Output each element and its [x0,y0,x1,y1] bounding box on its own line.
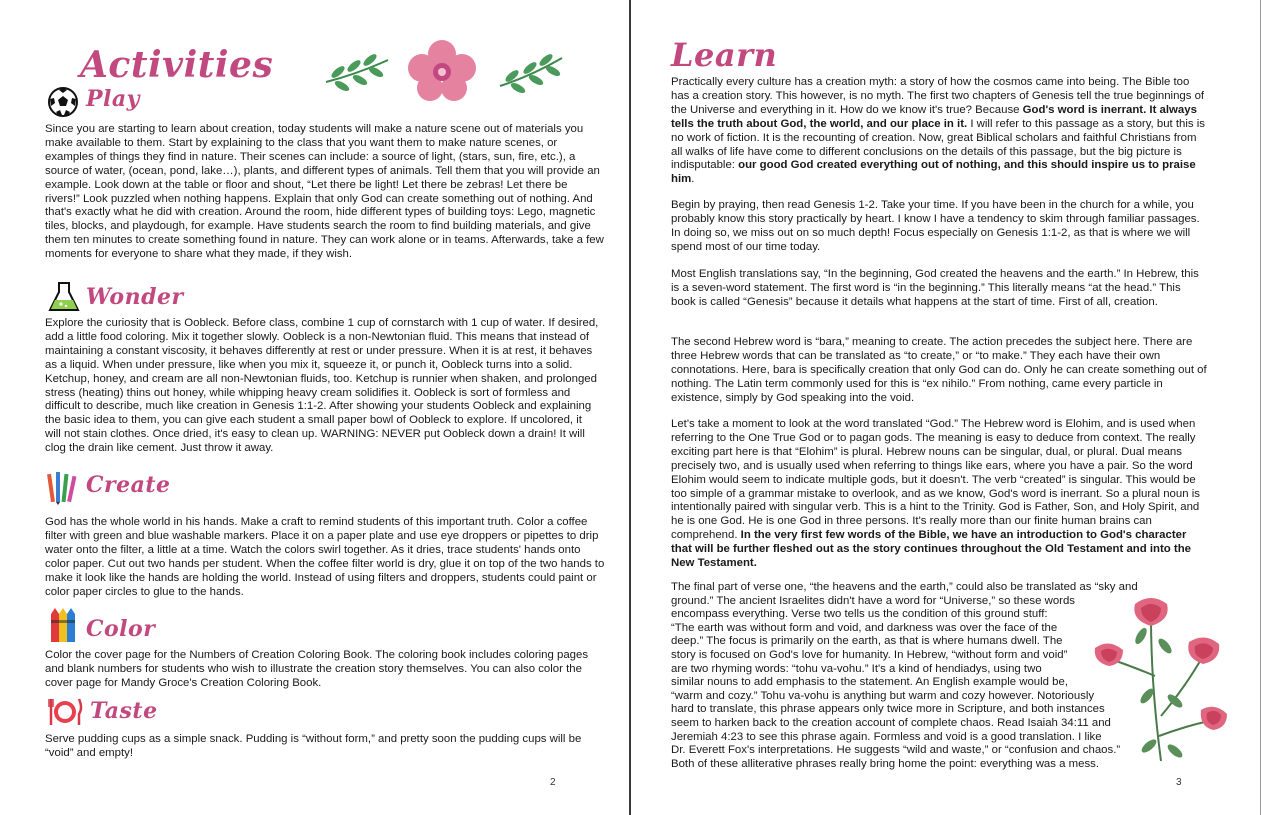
leaf-branch-right-icon [496,52,566,94]
text-line: “warm and cozy.” Tohu va-vohu is anything but warm and cozy however. Notoriously [671,689,1095,702]
paragraph-text: The second Hebrew word is “bara,” meaning to create. The action precedes the subject here. There are three Hebrew words that can be translated as “to create,” or “to make.” They each have their own connotations. Here, bara is specifically creation that only God can do. Only he can create something out of nothing. The Latin term commonly used for this is “ex nihilo.” From nothing, came every particle in existence, simply by God speaking into the void. [671,336,1207,404]
paragraph-text: I will refer to this passage as a story, but this is no work of fiction. It is the recounting of creation. Now, great Biblical scholars and faithful Christians from all walks of life have come to different conclusions on the details of this passage, but the big picture is indisputable: [671,117,1205,172]
text-line: encompass everything. Verse two tells us the condition of this ground stuff: [671,608,1048,621]
learn-paragraph [671,199,1207,255]
learn-paragraph [671,336,1207,406]
text-line: seem to harken back to the creation account of complete chaos. Read Isaiah 34:11 and [671,717,1111,729]
text-line: deep.” The focus is primarily on the earth, as that is where humans dwell. The [671,635,1063,648]
paragraph-text: Practically every culture has a creation myth: a story of how the cosmos came into being. The Bible too has a creation story. This however, is no myth. The first two chapters of Genesis tell the true beginnings of the Universe and everything in it. How do we know it's true? Because [671,76,1205,116]
section-heading-create: Create [86,472,171,498]
learn-paragraph [671,76,1207,187]
learn-paragraph [671,268,1207,310]
text-line: ground.” The ancient Israelites didn't have a word for “Universe,” so these words [671,594,1076,607]
right-page [631,0,1261,815]
text-line: are two rhyming words: “tohu va-vohu.” It's a kind of hendiadys, using two [671,662,1042,675]
section-text-wonder: Explore the curiosity that is Oobleck. Before class, combine 1 cup of cornstarch with 1 cup of water. If desired, add a little food coloring. Mix it together slowly. Oobleck is a non-Newtonian fluid. This means that instead of maintaining a constant viscosity, it behaves differently at rest or under pressure. When it is at rest, it behaves as a liquid. When under pressure, like when you mix it, squeeze it, or punch it, Oobleck turns into a solid. Ketchup, honey, and cream are all non-Newtonian fluids, too. Ketchup is runnier when shaken, and prolonged stress (heating) thins out honey, while whipping heavy cream solidifies it. Oobleck is sort of formless and difficult to describe, much like creation in Genesis 1:1-2. After showing your students Oobleck and explaining the basic idea to them, you can give each student a small paper bowl of Oobleck to explore. If uncolored, it will not stain clothes. Once dried, it's easy to clean up. WARNING: NEVER put Oobleck down a drain! It will clog the drain like cement. Just throw it away. [45,317,599,455]
section-text-play: Since you are starting to learn about creation, today students will make a nature scene out of materials you make available to them. Start by explaining to the class that you want them to make nature scenes, or examples of things they find in nature. Their scenes can include: a source of light, (stars, sun, fire, etc.), a source of water, (ocean, pond, lake…), plants, and different types of animals. Tell them that you will provide an example. Look down at the table or floor and shout, “Let there be light! Let there be zebras! Let there be rivers!” Look puzzled when nothing happens. Explain that only God can create something out of nothing. And that's exactly what he did with creation. Around the room, hide different types of building toys: Lego, magnetic tiles, blocks, and playdough, for example. Have students search the room to find building materials, and give them ten minutes to create something found in nature. They can work alone or in teams. Afterwards, take a few moments for everyone to share what they made, if they wish. [45,123,604,261]
learn-paragraph [671,418,1207,571]
emphasis-text: God's word is inerrant. It always tells the truth about God, the world, and our place in it. [671,103,1197,130]
learn-title: Learn [671,36,778,74]
leaf-branch-left-icon [322,52,392,94]
text-line: story is focused on God's love for humanity. In Hebrew, “without form and void” [671,649,1068,661]
text-line: The final part of verse one, “the heavens and the earth,” could also be translated as “sky and [671,581,1138,593]
text-line: hard to translate, this phrase appears only twice more in Scripture, and both instances [671,703,1105,716]
paragraph-text: . [691,173,695,186]
art-supplies-icon [45,470,79,506]
section-text-create: God has the whole world in his hands. Make a craft to remind students of this important truth. Color a coffee filter with green and blue washable markers. Place it on a paper plate and use eye droppers or pipettes to drip water onto the filter, a little at a time. Watch the colors swirl together. As it dries, trace students' hands onto color paper. Cut out two hands per student. When the coffee filter world is dry, glue it on top of the two hands to make it look like the hands are holding the world. Instead of using filters and droppers, students could paint or color paper circles to glue to the hands. [45,516,605,598]
emphasis-text: In the very first few words of the Bible, we have an introduction to God's character that will be further fleshed out as the story continues throughout the Old Testament and into the New Testament. [671,529,1191,570]
paragraph-text: Begin by praying, then read Genesis 1-2. Take your time. If you have been in the church for a while, you probably know this story practically by heart. I know I have a tendency to skim through familiar passages. In doing so, we miss out on so much depth! Focus especially on Genesis 1:1-2, as that is where we will spend most of our time today. [671,199,1200,253]
soccer-ball-icon [47,86,79,118]
page-number: 2 [550,777,556,788]
section-heading-wonder: Wonder [86,284,184,310]
flower-stems-icon [1091,596,1241,766]
plate-fork-knife-icon [47,696,83,728]
text-line: Both of these alliterative phrases really bring home the point: everything was a mess. [671,757,1100,770]
page-number: 3 [1176,777,1182,788]
section-text-taste: Serve pudding cups as a simple snack. Pudding is “without form,” and pretty soon the pudding cups will be “void” and empty! [45,733,582,759]
text-line: similar nouns to add emphasis to the statement. An English example would be, [671,676,1068,689]
text-line: “The earth was without form and void, and darkness was over the face of the [671,621,1058,634]
left-page [0,0,629,815]
text-line: Dr. Everett Fox's interpretations. He suggests “wild and waste,” or “confusion and chaos.” [671,744,1121,757]
paragraph-text: Let's take a moment to look at the word translated “God.” The Hebrew word is Elohim, and is used when referring to the One True God or to pagan gods. The meaning is easy to deduce from context. The really exciting part here is that “Elohim” is plural. Hebrew nouns can be singular, dual, or plural. Dual means precisely two, and is usually used when referring to things like ears, where you have a pair. So the word Elohim would seem to indicate multiple gods, but it doesn't. The verb “created” is singular. This would be too simple of a grammar mistake to overlook, and as we know, God's word is inerrant. So a plural noun is intentionally paired with singular verb. This is a hint to the Trinity. God is Father, Son, and Holy Spirit, and he is one God. He is one God in three persons. It's really more than our finite human brains can comprehend. [671,418,1200,542]
paragraph-text: Most English translations say, “In the beginning, God created the heavens and the earth.” In Hebrew, this is a seven-word statement. The first word is “in the beginning.” This literally means “at the head.” This book is called “Genesis” because it details what happens at the start of time. First of all, creation. [671,268,1199,308]
crayons-icon [47,606,79,644]
emphasis-text: our good God created everything out of nothing, and this should inspire us to praise him [671,159,1196,186]
text-line: Jeremiah 4:23 to see this phrase again. Formless and void is a good translation. I like [671,730,1102,743]
flask-icon [47,280,81,314]
section-heading-play: Play [86,86,140,112]
section-heading-color: Color [86,616,156,642]
section-heading-taste: Taste [90,698,158,724]
section-text-color: Color the cover page for the Numbers of Creation Coloring Book. The coloring book includes coloring pages and blank numbers for students who wish to illustrate the creation story themselves. You can also color the cover page for Mandy Groce's Creation Coloring Book. [45,649,589,689]
activities-title: Activities [80,44,274,86]
flower-icon [400,40,484,102]
